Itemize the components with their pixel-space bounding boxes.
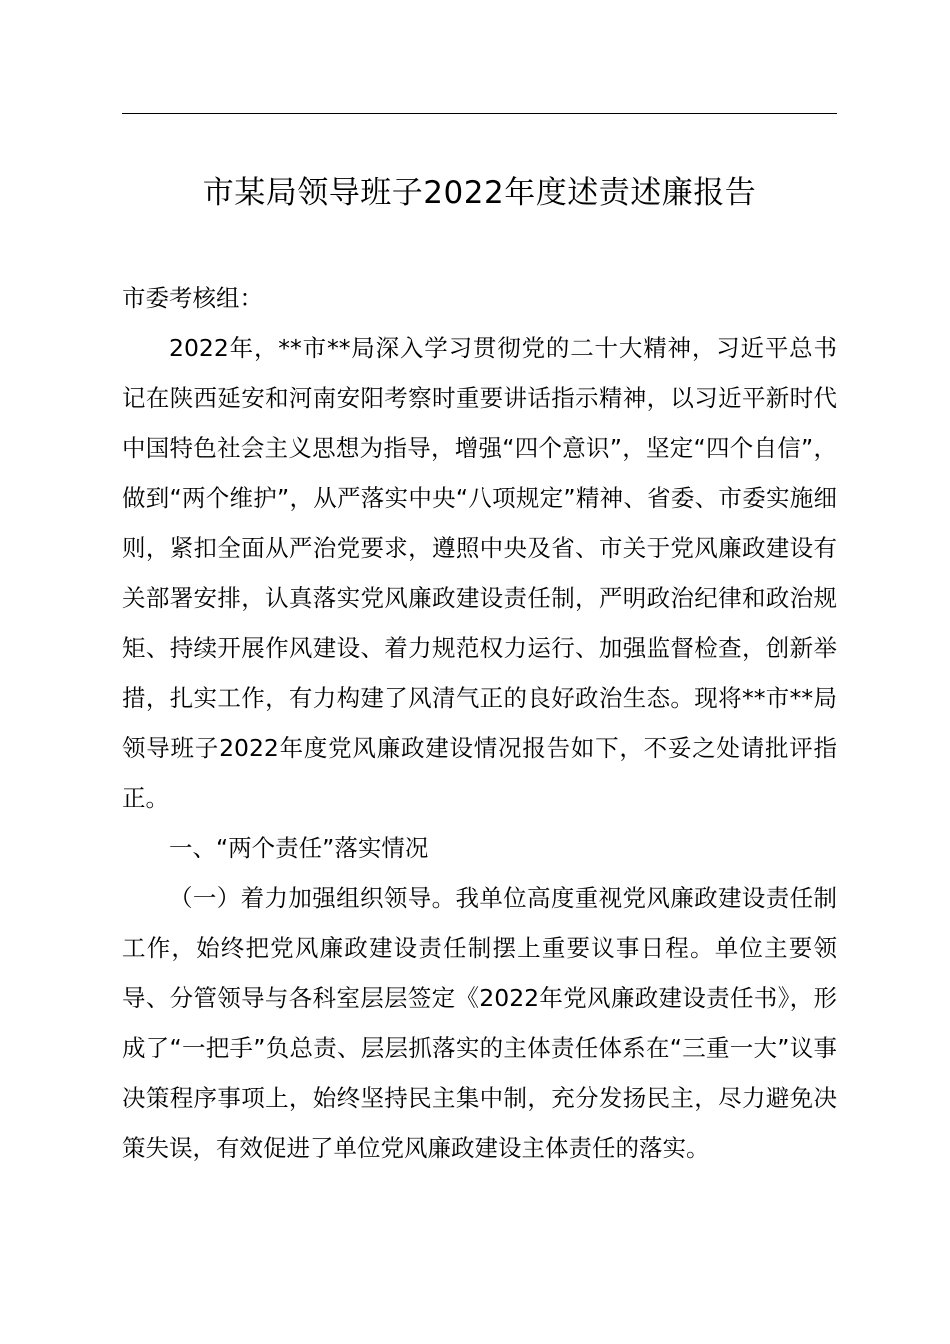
header-rule [122,113,837,114]
paragraph-section-1-1: （一）着力加强组织领导。我单位高度重视党风廉政建设责任制工作，始终把党风廉政建设责任制摆上重要议事日程。单位主要领导、分管领导与各科室层层签定《2022年党风廉政建设责任书》，形成了“一把手”负总责、层层抓落实的主体责任体系在“三重一大”议事决策程序事项上，始终坚持民主集中制，充分发扬民主，尽力避免决策失误，有效促进了单位党风廉政建设主体责任的落实。 [122,884,837,1162]
document-title: 市某局领导班子2022年度述责述廉报告 [202,175,757,211]
salutation: 市委考核组： [122,284,263,312]
document-body [122,273,837,1173]
paragraph-intro: 2022年，**市**局深入学习贯彻党的二十大精神，习近平总书记在陕西延安和河南安阳考察时重要讲话指示精神，以习近平新时代中国特色社会主义思想为指导，增强“四个意识”，坚定“四个自信”，做到“两个维护”，从严落实中央“八项规定”精神、省委、市委实施细则，紧扣全面从严治党要求，遵照中央及省、市关于党风廉政建设有关部署安排，认真落实党风廉政建设责任制，严明政治纪律和政治规矩、持续开展作风建设、着力规范权力运行、加强监督检查，创新举措，扎实工作，有力构建了风清气正的良好政治生态。现将**市**局领导班子2022年度党风廉政建设情况报告如下，不妥之处请批评指正。 [122,334,837,812]
section-heading-1: 一、“两个责任”落实情况 [169,834,429,862]
